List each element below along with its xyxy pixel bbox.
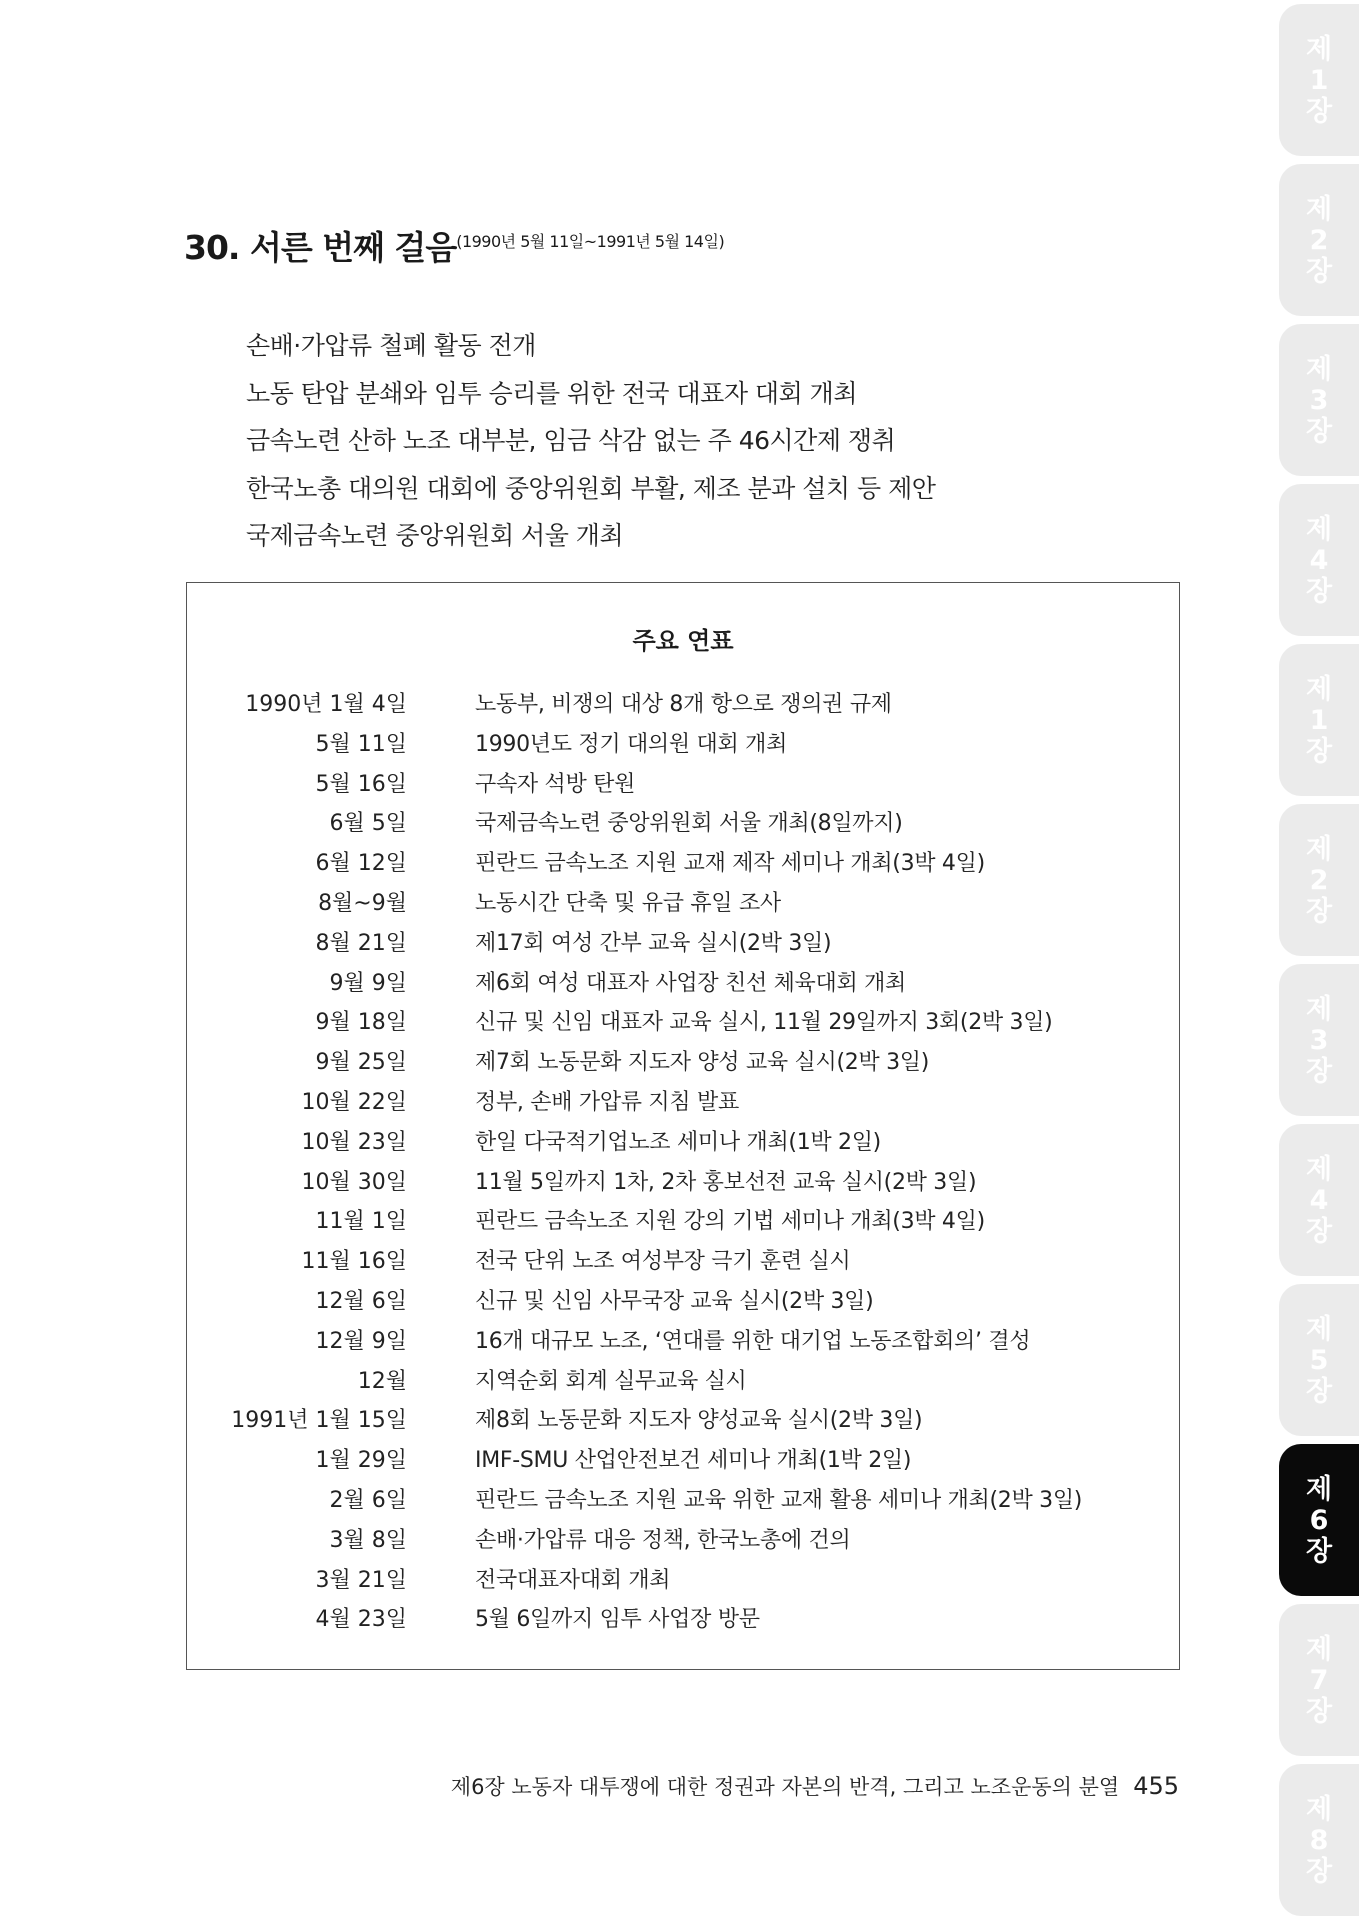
chapter-tab-prefix: 제	[1305, 1793, 1333, 1825]
chronology-event: 지역순회 회계 실무교육 실시	[475, 1368, 747, 1394]
chapter-tab-suffix: 장	[1305, 255, 1333, 287]
chronology-row	[187, 1523, 1177, 1563]
chapter-tab-prefix: 제	[1305, 353, 1333, 385]
chapter-tab-prefix: 제	[1305, 1153, 1333, 1185]
chapter-tab-num: 6	[1309, 1504, 1329, 1536]
chronology-date: 1990년 1월 4일	[245, 692, 407, 717]
chapter-tab-prefix: 제	[1305, 1313, 1333, 1345]
chronology-date: 11월 1일	[315, 1209, 407, 1235]
chronology-event: 제6회 여성 대표자 사업장 친선 체육대회 개최	[475, 970, 906, 996]
chapter-tab-10[interactable]	[1279, 1444, 1359, 1596]
chapter-tab-num: 5	[1309, 1344, 1329, 1376]
chronology-date: 8월~9월	[318, 890, 407, 916]
chronology-date: 11월 16일	[301, 1249, 407, 1275]
chapter-tab-8[interactable]	[1279, 1124, 1359, 1276]
chronology-row	[187, 1364, 1177, 1404]
summary-item: 손배·가압류 철폐 활동 전개	[246, 331, 536, 360]
chronology-row	[187, 727, 1177, 767]
chronology-event: 제17회 여성 간부 교육 실시(2박 3일)	[475, 930, 832, 956]
chronology-date: 1월 29일	[315, 1448, 407, 1474]
chronology-date: 12월 6일	[315, 1288, 407, 1314]
chronology-row	[187, 846, 1177, 886]
chapter-tab-suffix: 장	[1305, 95, 1333, 127]
chronology-date: 8월 21일	[315, 930, 407, 956]
chronology-row	[187, 1005, 1177, 1045]
chronology-event: 핀란드 금속노조 지원 강의 기법 세미나 개최(3박 4일)	[475, 1209, 985, 1235]
page-number: 455	[1133, 1772, 1179, 1800]
chapter-tab-strip	[1279, 0, 1359, 1920]
chronology-row	[187, 966, 1177, 1006]
summary-item: 금속노련 산하 노조 대부분, 임금 삭감 없는 주 46시간제 쟁취	[246, 426, 896, 455]
chronology-date: 3월 21일	[315, 1567, 407, 1593]
chronology-row	[187, 1443, 1177, 1483]
chronology-event: 노동부, 비쟁의 대상 8개 항으로 쟁의권 규제	[475, 692, 892, 717]
chapter-tab-num: 2	[1309, 864, 1329, 896]
chapter-tab-suffix: 장	[1305, 1695, 1333, 1727]
chronology-event: 손배·가압류 대응 정책, 한국노총에 건의	[475, 1527, 851, 1553]
section-subtitle: (1990년 5월 11일~1991년 5월 14일)	[456, 232, 725, 251]
chronology-box	[186, 582, 1180, 1670]
chronology-event: 제8회 노동문화 지도자 양성교육 실시(2박 3일)	[475, 1408, 923, 1434]
chronology-event: 정부, 손배 가압류 지침 발표	[475, 1089, 739, 1115]
chronology-date: 5월 11일	[315, 731, 407, 757]
chronology-date: 10월 22일	[301, 1089, 407, 1115]
chapter-tab-prefix: 제	[1305, 673, 1333, 705]
chronology-event: 구속자 석방 탄원	[475, 771, 636, 797]
chapter-tab-num: 4	[1309, 1184, 1329, 1216]
section-title	[184, 222, 724, 269]
chronology-date: 9월 18일	[315, 1010, 407, 1036]
chapter-tab-3[interactable]	[1279, 324, 1359, 476]
footer-chapter-title: 제6장 노동자 대투쟁에 대한 정권과 자본의 반격, 그리고 노조운동의 분열	[450, 1775, 1120, 1799]
chapter-tab-suffix: 장	[1305, 415, 1333, 447]
chapter-tab-prefix: 제	[1305, 833, 1333, 865]
chronology-row	[187, 1165, 1177, 1205]
chronology-row	[187, 1602, 1177, 1642]
chronology-row	[187, 926, 1177, 966]
chapter-tab-num: 4	[1309, 544, 1329, 576]
section-title-text: 30. 서른 번째 걸음	[184, 228, 457, 267]
chapter-tab-num: 3	[1309, 1024, 1329, 1056]
chronology-event: 신규 및 신임 대표자 교육 실시, 11월 29일까지 3회(2박 3일)	[475, 1010, 1053, 1036]
chapter-tab-prefix: 제	[1305, 193, 1333, 225]
chapter-tab-suffix: 장	[1305, 895, 1333, 927]
chapter-tab-5[interactable]	[1279, 644, 1359, 796]
summary-item: 노동 탄압 분쇄와 임투 승리를 위한 전국 대표자 대회 개최	[246, 378, 857, 408]
chronology-event: 노동시간 단축 및 유급 휴일 조사	[475, 890, 781, 916]
chronology-title: 주요 연표	[632, 627, 734, 655]
chapter-tab-num: 2	[1309, 224, 1329, 256]
chronology-date: 5월 16일	[315, 771, 407, 797]
chronology-row	[187, 806, 1177, 846]
chronology-event: 16개 대규모 노조, ‘연대를 위한 대기업 노동조합회의’ 결성	[475, 1328, 1031, 1354]
chronology-row	[187, 687, 1177, 727]
chronology-date: 6월 12일	[315, 851, 407, 877]
chapter-tab-9[interactable]	[1279, 1284, 1359, 1436]
summary-item: 한국노총 대의원 대회에 중앙위원회 부활, 제조 분과 설치 등 제안	[246, 473, 936, 503]
chapter-tab-4[interactable]	[1279, 484, 1359, 636]
chapter-tab-prefix: 제	[1305, 1473, 1333, 1505]
chronology-row	[187, 1125, 1177, 1165]
chronology-date: 12월	[357, 1368, 407, 1394]
chapter-tab-2[interactable]	[1279, 164, 1359, 316]
chapter-tab-num: 1	[1309, 64, 1329, 96]
chapter-tab-prefix: 제	[1305, 993, 1333, 1025]
chronology-row	[187, 1204, 1177, 1244]
chronology-row	[187, 1563, 1177, 1603]
chronology-row	[187, 1483, 1177, 1523]
chronology-date: 2월 6일	[329, 1487, 407, 1513]
chronology-event: 제7회 노동문화 지도자 양성 교육 실시(2박 3일)	[475, 1050, 930, 1076]
chapter-tab-7[interactable]	[1279, 964, 1359, 1116]
chronology-row	[187, 1403, 1177, 1443]
chapter-tab-prefix: 제	[1305, 33, 1333, 65]
chronology-event: 5월 6일까지 임투 사업장 방문	[475, 1607, 760, 1633]
chapter-tab-num: 7	[1309, 1664, 1329, 1696]
chronology-date: 9월 25일	[315, 1050, 407, 1076]
chapter-tab-12[interactable]	[1279, 1764, 1359, 1916]
chapter-tab-suffix: 장	[1305, 1855, 1333, 1887]
chronology-date: 12월 9일	[315, 1328, 407, 1354]
chapter-tab-suffix: 장	[1305, 1055, 1333, 1087]
chapter-tab-suffix: 장	[1305, 1375, 1333, 1407]
chronology-event: 1990년도 정기 대의원 대회 개최	[475, 731, 788, 757]
chapter-tab-suffix: 장	[1305, 1535, 1333, 1567]
chronology-row	[187, 1085, 1177, 1125]
chronology-date: 3월 8일	[329, 1527, 407, 1553]
chronology-date: 6월 5일	[329, 811, 407, 837]
chronology-row	[187, 1244, 1177, 1284]
chronology-event: 핀란드 금속노조 지원 교육 위한 교재 활용 세미나 개최(2박 3일)	[475, 1487, 1083, 1513]
chapter-tab-prefix: 제	[1305, 513, 1333, 545]
chapter-tab-num: 8	[1309, 1824, 1329, 1856]
chronology-event: 신규 및 신임 사무국장 교육 실시(2박 3일)	[475, 1288, 874, 1314]
chronology-date: 9월 9일	[329, 970, 407, 996]
summary-item: 국제금속노련 중앙위원회 서울 개최	[246, 521, 624, 550]
chapter-tab-1[interactable]	[1279, 4, 1359, 156]
chronology-row	[187, 1284, 1177, 1324]
chronology-event: 11월 5일까지 1차, 2차 홍보선전 교육 실시(2박 3일)	[475, 1169, 977, 1195]
chronology-event: 전국대표자대회 개최	[475, 1567, 671, 1593]
chronology-date: 1991년 1월 15일	[231, 1408, 407, 1434]
chapter-tab-11[interactable]	[1279, 1604, 1359, 1756]
chronology-list	[187, 687, 1177, 1642]
summary-list	[246, 322, 935, 560]
chronology-date: 4월 23일	[315, 1607, 407, 1633]
chronology-event: 핀란드 금속노조 지원 교재 제작 세미나 개최(3박 4일)	[475, 851, 985, 877]
chronology-event: 한일 다국적기업노조 세미나 개최(1박 2일)	[475, 1129, 881, 1155]
chronology-row	[187, 767, 1177, 807]
chapter-tab-suffix: 장	[1305, 1215, 1333, 1247]
chapter-tab-suffix: 장	[1305, 575, 1333, 607]
page-footer	[451, 1771, 1179, 1801]
chronology-row	[187, 886, 1177, 926]
chapter-tab-6[interactable]	[1279, 804, 1359, 956]
chronology-event: 국제금속노련 중앙위원회 서울 개최(8일까지)	[475, 811, 903, 837]
chronology-row	[187, 1324, 1177, 1364]
chronology-date: 10월 23일	[301, 1129, 407, 1155]
chapter-tab-suffix: 장	[1305, 735, 1333, 767]
chronology-event: IMF-SMU 산업안전보건 세미나 개최(1박 2일)	[475, 1448, 912, 1474]
chapter-tab-prefix: 제	[1305, 1633, 1333, 1665]
chapter-tab-num: 3	[1309, 384, 1329, 416]
chronology-row	[187, 1045, 1177, 1085]
chronology-event: 전국 단위 노조 여성부장 극기 훈련 실시	[475, 1249, 851, 1275]
chronology-date: 10월 30일	[301, 1169, 407, 1195]
chapter-tab-num: 1	[1309, 704, 1329, 736]
